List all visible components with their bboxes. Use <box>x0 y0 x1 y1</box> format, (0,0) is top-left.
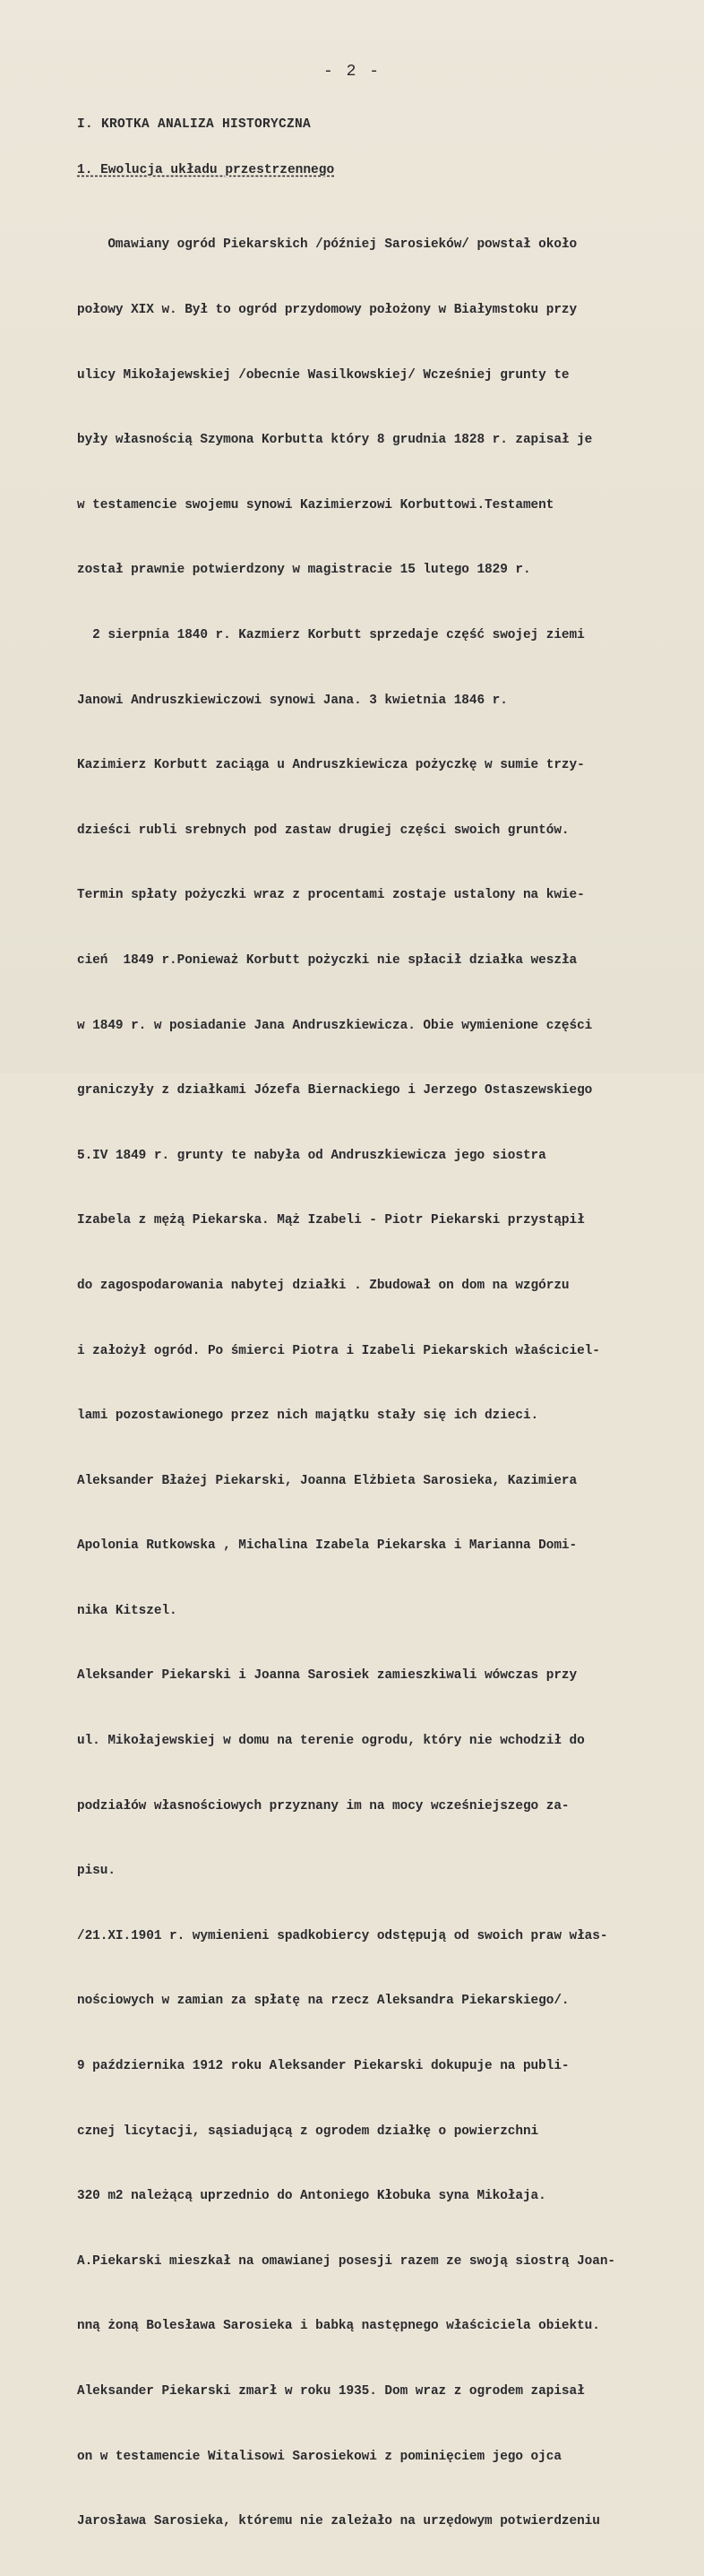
text-line: /21.XI.1901 r. wymienieni spadkobiercy odstępują od swoich praw włas- <box>77 1928 608 1943</box>
text-line: Aleksander Piekarski i Joanna Sarosiek zamieszkiwali wówczas przy <box>77 1668 578 1684</box>
text-line: 2 sierpnia 1840 r. Kazmierz Korbutt sprzedaje część swojej ziemi <box>77 627 585 642</box>
text-line: w 1849 r. w posiadanie Jana Andruszkiewicza. Obie wymienione części <box>77 1018 593 1033</box>
text-line: został prawnie potwierdzony w magistracie 15 lutego 1829 r. <box>77 563 531 578</box>
text-line: ul. Mikołajewskiej w domu na terenie ogrodu, który nie wchodził do <box>77 1734 585 1749</box>
subsection-title: 1. Ewolucja układu przestrzennego <box>77 163 335 177</box>
page-number: - 2 - <box>322 63 381 81</box>
text-line: A.Piekarski mieszkał na omawianej posesji razem ze swoją siostrą Joan- <box>77 2253 616 2269</box>
text-line: podziałów własnościowych przyznany im na mocy wcześniejszego za- <box>77 1798 570 1814</box>
text-line: były własnością Szymona Korbutta który 8 grudnia 1828 r. zapisał je <box>77 433 593 448</box>
text-line: graniczyły z działkami Józefa Biernackiego i Jerzego Ostaszewskiego <box>77 1083 593 1098</box>
text-line: nościowych w zamian za spłatę na rzecz Aleksandra Piekarskiego/. <box>77 1994 570 2009</box>
text-line: w testamencie swojemu synowi Kazimierzowi Korbuttowi.Testament <box>77 497 554 513</box>
text-line: pisu. <box>77 1864 116 1879</box>
text-line: do zagospodarowania nabytej działki . Zbudował on dom na wzgórzu <box>77 1278 570 1293</box>
section-title: I. KROTKA ANALIZA HISTORYCZNA <box>77 117 312 132</box>
text-line: nną żoną Bolesława Sarosieka i babką następnego właściciela obiektu. <box>77 2319 600 2334</box>
text-line: Izabela z mężą Piekarska. Mąż Izabeli - Piotr Piekarski przystąpił <box>77 1213 585 1228</box>
text-line: 5.IV 1849 r. grunty te nabyła od Andruszkiewicza jego siostra <box>77 1148 546 1163</box>
text-line: 320 m2 należącą uprzednio do Antoniego Kłobuka syna Mikołaja. <box>77 2189 546 2204</box>
text-line: lami pozostawionego przez nich majątku stały się ich dzieci. <box>77 1409 539 1424</box>
text-line: on w testamencie Witalisowi Sarosiekowi z pominięciem jego ojca <box>77 2449 562 2464</box>
text-line: Jarosława Sarosieka, któremu nie zależało na urzędowym potwierdzeniu <box>77 2514 600 2529</box>
text-line: ulicy Mikołajewskiej /obecnie Wasilkowskiej/ Wcześniej grunty te <box>77 367 570 383</box>
text-line: Apolonia Rutkowska , Michalina Izabela Piekarska i Marianna Domi- <box>77 1538 578 1554</box>
text-line: i założył ogród. Po śmierci Piotra i Izabeli Piekarskich właściciel- <box>77 1343 600 1358</box>
text-line: Aleksander Błażej Piekarski, Joanna Elżbieta Sarosieka, Kazimiera <box>77 1473 578 1488</box>
text-line: cznej licytacji, sąsiadującą z ogrodem działkę o powierzchni <box>77 2124 539 2139</box>
text-line: Aleksander Piekarski zmarł w roku 1935. Dom wraz z ogrodem zapisał <box>77 2384 585 2399</box>
text-line: połowy XIX w. Był to ogród przydomowy położony w Białymstoku przy <box>77 303 578 317</box>
text-line: cień 1849 r.Ponieważ Korbutt pożyczki nie spłacił działka weszła <box>77 952 578 968</box>
text-line: Janowi Andruszkiewiczowi synowi Jana. 3 kwietnia 1846 r. <box>77 693 508 708</box>
text-line: Kazimierz Korbutt zaciąga u Andruszkiewicza pożyczkę w sumie trzy- <box>77 758 585 773</box>
text-line: dzieści rubli srebnych pod zastaw drugiej części swoich gruntów. <box>77 823 570 838</box>
text-line: Termin spłaty pożyczki wraz z procentami zostaje ustalony na kwie- <box>77 888 585 903</box>
text-line: 9 października 1912 roku Aleksander Piekarski dokupuje na publi- <box>77 2059 570 2074</box>
text-line: Omawiany ogród Piekarskich /później Sarosieków/ powstał około <box>77 237 578 253</box>
text-line: nika Kitszel. <box>77 1603 177 1618</box>
body-text <box>77 191 704 2576</box>
